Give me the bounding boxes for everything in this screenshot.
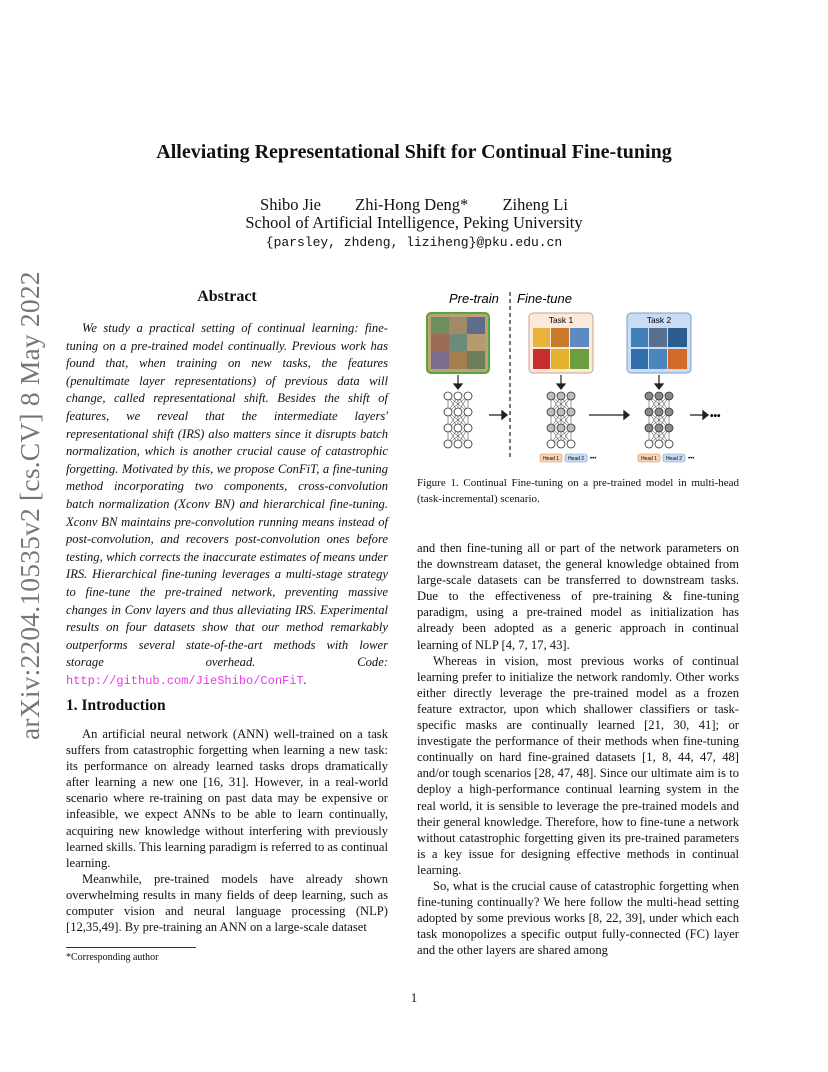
pretrain-label: Pre-train: [449, 291, 499, 306]
neural-network: [444, 392, 472, 448]
abstract-text: We study a practical setting of continual learning: fine-tuning on a pre-trained model continually. Previous work has found that, when training on new tasks, the features (penultimate layer representations) of previous data will change, called representational shift. Besides the shift of features, we reveal that the intermediate layers' representational shift (IRS) also matters since it disrupts batch normalization, which is another crucial cause of catastrophic forgetting. Motivated by this, we propose ConFiT, a fine-tuning method incorporating two components, cross-convolution batch normalization (Xconv BN) and hierarchical fine-tuning. Xconv BN maintains pre-convolution running means instead of post-convolution, and recovers post-convolution ones before testing, which corrects the inaccurate estimates of means under IRS. Hierarchical fine-tuning leverages a multi-stage strategy to fine-tune the pre-trained network, preventing massive changes in Conv layers and thus alleviating IRS. Experimental results on four datasets show that our method remarkably outperforms several state-of-the-art methods with lower storage overhead. Code:: [66, 321, 388, 670]
figure-caption: Figure 1. Continual Fine-tuning on a pre-trained model in multi-head (task-incremental) scenario.: [417, 477, 739, 505]
author-name: Shibo Jie: [260, 195, 321, 214]
code-link[interactable]: http://github.com/JieShibo/ConFiT: [66, 673, 304, 688]
author-name: Zhi-Hong Deng*: [355, 195, 469, 214]
finetune-label: Fine-tune: [517, 291, 572, 306]
task-2-box: [627, 313, 691, 373]
footnote: *Corresponding author: [66, 952, 159, 963]
arxiv-stamp: arXiv:2204.10535v2 [cs.CV] 8 May 2022: [14, 271, 45, 740]
down-arrows: [454, 375, 663, 389]
page-number: 1: [410, 990, 418, 1005]
right-paragraph-1: and then fine-tuning all or part of the network parameters on the downstream dataset, the general knowledge obtained from large-scale datasets can be transferred to downstream tasks. Due to the effectiveness of pre-training & fine-tuning paradigm, using a pre-trained model as initialization has already been adopted as a generic approach in continual learning of NLP [4, 7, 17, 43].: [417, 541, 739, 652]
figure-1: [417, 288, 739, 468]
author-list: [60, 195, 768, 215]
heads-ellipsis: •••: [590, 456, 597, 462]
task-heads-2: [638, 454, 694, 462]
email: {parsley, zhdeng, liziheng}@pku.edu.cn: [265, 235, 563, 250]
head-2-label: Head 2: [567, 456, 585, 462]
intro-paragraph-2: Meanwhile, pre-trained models have already shown overwhelming results in many fields of deep learning, such as computer vision and neural language processing (NLP) [12,35,49]. By pre-training an ANN on a large-scale dataset: [66, 871, 388, 935]
heads-ellipsis: •••: [688, 456, 695, 462]
section-heading: 1. Introduction: [66, 697, 166, 714]
task-1-box: [529, 313, 593, 373]
affiliation: School of Artificial Intelligence, Peking University: [245, 213, 583, 232]
head-2-label: Head 2: [665, 456, 683, 462]
head-1-label: Head 1: [640, 456, 658, 462]
right-paragraph-3: So, what is the crucial cause of catastrophic forgetting when fine-tuning continually? We here follow the multi-head setting adopted by some previous works [8, 22, 39], under which each task monopolizes a specific output fully-connected (FC) layer and the other layers are shared among: [417, 878, 739, 958]
right-column: [417, 540, 739, 958]
intro-paragraph-1: An artificial neural network (ANN) well-trained on a task suffers from catastrophic forgetting when learning a new task: its performance on already learned tasks drops dramatically after learning a new one [16, 31]. However, in a real-world scenario where re-training on past data may be expensive or infeasible, we expect ANNs to be able to learn continually, acquiring new knowledge without interfering with previously learned skills. This learning paradigm is referred to as continual learning.: [66, 727, 388, 870]
footnote-rule: [66, 947, 196, 948]
head-1-label: Head 1: [542, 456, 560, 462]
neural-network: [547, 392, 575, 448]
abstract-heading: Abstract: [197, 288, 257, 305]
task-2-label: Task 2: [646, 315, 672, 325]
paper-title: Alleviating Representational Shift for Continual Fine-tuning: [156, 141, 672, 163]
intro-column: [66, 726, 388, 935]
right-arrows: [489, 411, 708, 419]
task-1-label: Task 1: [548, 315, 574, 325]
right-paragraph-2: Whereas in vision, most previous works of continual learning prefer to initialize the network randomly. Other works either directly leverage the pre-trained model as a frozen feature extractor, upon which shallower classifiers or task-specific masks are continually learned [21, 30, 41]; or investigate the performance of their methods when fine-tuning continually on hard fine-grained datasets [1, 8, 44, 47, 48] and/or tough scenarios [28, 47, 48]. Since our ultimate aim is to deploy a high-performance continual learning system in the real world, it is sensible to leverage the pre-trained models and their general knowledge. Therefore, how to fine-tune a network without catastrophic forgetting given its pre-trained parameters is a key issue for designing effective methods in continual learning.: [417, 653, 739, 877]
neural-network: [645, 392, 673, 448]
task-heads-1: [540, 454, 596, 462]
author-name: Ziheng Li: [502, 195, 568, 214]
abstract-body: We study a practical setting of continual learning: fine-tuning on a pre-trained model continually. Previous work has found that, when training on new tasks, the features (penultimate layer representations) of previous data will change, called representational shift. Besides the shift of features, we reveal that the intermediate layers' representational shift (IRS) also matters since it disrupts batch normalization, which is another crucial cause of catastrophic forgetting. Motivated by this, we propose ConFiT, a fine-tuning method incorporating two components, cross-convolution batch normalization (Xconv BN) and hierarchical fine-tuning. Xconv BN maintains pre-convolution running means instead of post-convolution, and recovers post-convolution ones before testing, which corrects the inaccurate estimates of means under IRS. Hierarchical fine-tuning leverages a multi-stage strategy to fine-tune the pre-trained network, preventing massive changes in Conv layers and thus alleviating IRS. Experimental results on four datasets show that our method remarkably outperforms several state-of-the-art methods with lower storage overhead. Code: http://github.com/JieShibo/ConFiT.: [66, 321, 388, 688]
pretrain-dataset-image: [427, 313, 489, 373]
more-ellipsis: •••: [710, 411, 721, 422]
